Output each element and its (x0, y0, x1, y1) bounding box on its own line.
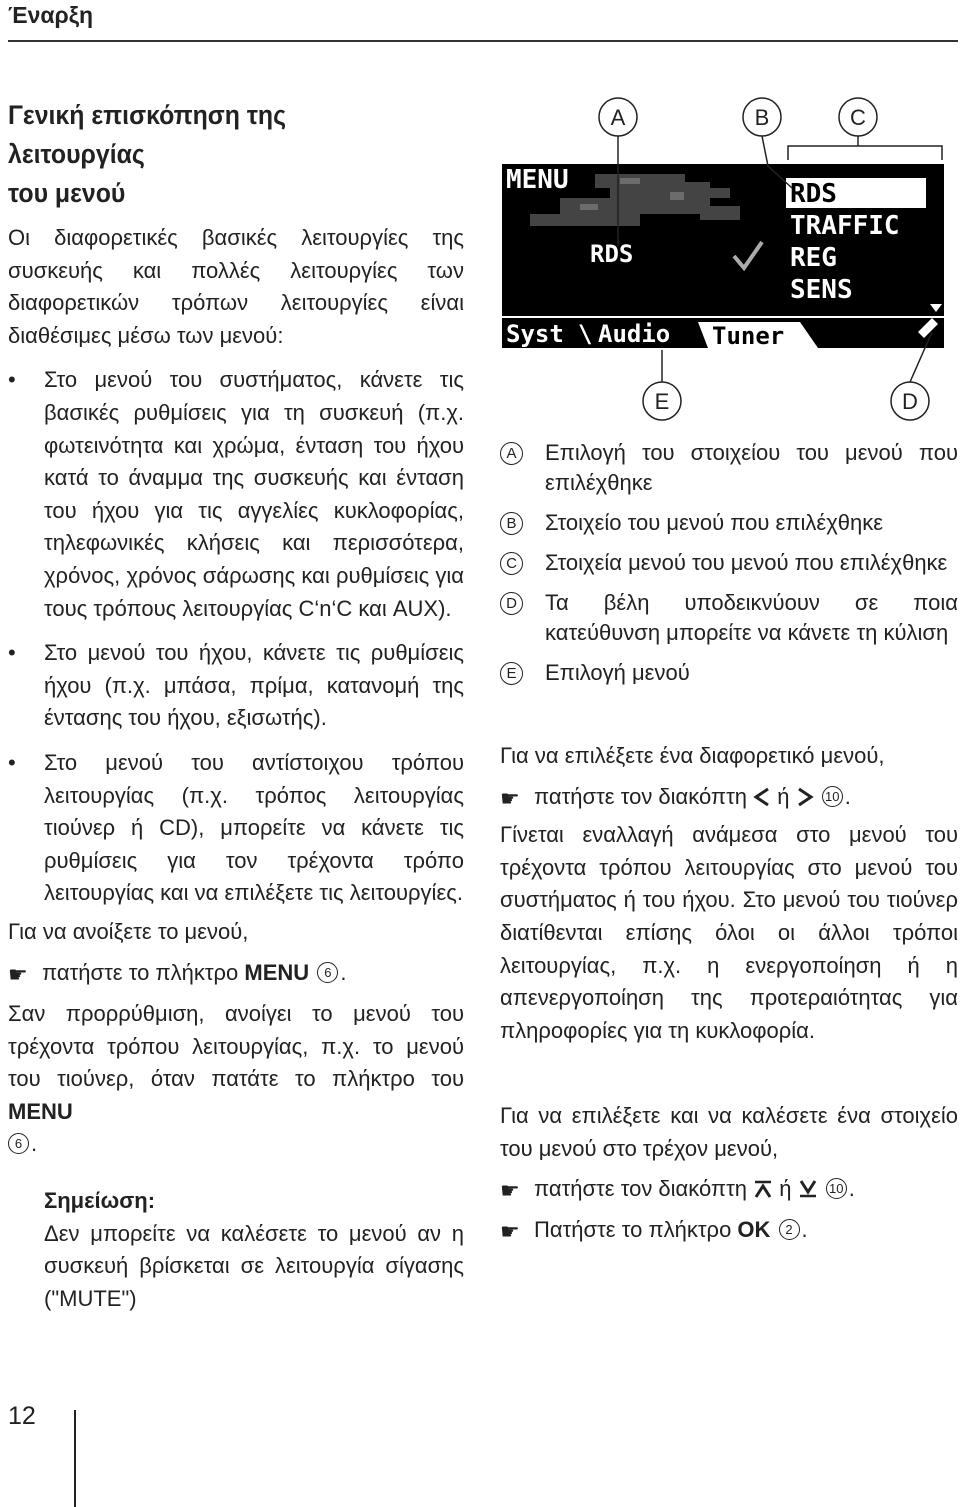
note-title: Σημείωση: (44, 1188, 156, 1214)
bullet-text: Στο μενού του αντίστοιχου τρόπου λειτουργίας (π.χ. τρόπος λειτουργίας τιούνερ ή CD), μπορείτε να κάνετε τις ρυθμίσεις για τον τρέχοντα τρόπο λειτουργίας και να επιλέξετε τις λειτουργίες. (44, 749, 464, 906)
callout-c-bracket (788, 146, 942, 160)
display-list-item: TRAFFIC (790, 211, 900, 241)
figure-legend (500, 438, 958, 698)
chevron-up-icon (753, 1179, 773, 1199)
left-column (8, 96, 464, 1315)
bullet-dot: • (8, 640, 16, 666)
callout-c-label: C (850, 105, 866, 130)
legend-item (500, 658, 958, 688)
key-number-badge: 10 (826, 1178, 847, 1199)
menu-key-label: MENU (244, 960, 310, 986)
note-block (8, 1185, 464, 1315)
legend-text: Στοιχείο του μενού που επιλέχθηκε (545, 510, 884, 535)
page-number: 12 (8, 1402, 36, 1430)
display-tab-tuner: Tuner (712, 322, 785, 350)
chevron-right-icon (796, 787, 814, 807)
legend-item (500, 508, 958, 538)
legend-item (500, 438, 958, 498)
display-tab-audio: Audio (598, 320, 671, 348)
or-text: ή (777, 783, 790, 809)
callout-a-label: A (610, 105, 626, 130)
bullet-item (8, 637, 464, 735)
select-item-section (500, 1100, 958, 1246)
step-press-switch-updown: ☛ πατήστε τον διακόπτη ή 10 . (500, 1173, 958, 1206)
key-number-badge: 2 (779, 1219, 800, 1240)
legend-text: Στοιχεία μενού του μενού που επιλέχθηκε (545, 550, 948, 575)
legend-item (500, 548, 958, 578)
page-heading (8, 96, 428, 213)
bullet-item (8, 747, 464, 910)
legend-letter: C (500, 552, 523, 575)
legend-item (500, 588, 958, 648)
display-title: MENU (506, 165, 569, 195)
display-list-item: RDS (790, 179, 837, 209)
preset-key-label: MENU (8, 1098, 73, 1124)
bullet-text: Στο μενού του συστήματος, κάνετε τις βασικές ρυθμίσεις για τη συσκευή (π.χ. φωτεινότητα και χρώμα, ένταση του ήχου κατά το άναμμα της συσκευής και ένταση του ήχου για τις αγγελίες κυκλοφορίας, τηλεφωνικές κλήσεις και περισσότερα, χρόνος, χρόνος σάρωσης και ρυθμίσεις για τους τρόπους λειτουργίας C‘n‘C και AUX). (44, 367, 464, 621)
bullet-dot: • (8, 749, 16, 775)
key-number-badge: 6 (8, 1133, 29, 1154)
bullet-item (8, 364, 464, 625)
callout-d-label: D (902, 389, 918, 414)
ok-key-label: OK (737, 1216, 771, 1242)
header-rule (8, 40, 958, 42)
callout-e-label: E (654, 389, 670, 414)
legend-text: Επιλογή μενού (545, 660, 690, 685)
key-number-badge: 6 (317, 962, 338, 983)
select-menu-section (500, 740, 958, 1047)
select-item-text: Για να επιλέξετε και να καλέσετε ένα στοιχείο του μενού στο τρέχον μενού, (500, 1103, 958, 1161)
preset-paragraph: Σαν προρρύθμιση, ανοίγει το μενού του τρέχοντα τρόπου λειτουργίας, π.χ. το μενού του τιούνερ, όταν πατάτε το πλήκτρο του MENU 6 . (8, 1001, 464, 1157)
callout-b-label: B (754, 105, 770, 130)
note-text: Δεν μπορείτε να καλέσετε το μενού αν η συσκευή βρίσκεται σε λειτουργία σίγασης ("MUTE") (44, 1220, 464, 1311)
key-number-badge: 10 (822, 786, 843, 807)
heading-line-2: του μενού (8, 178, 126, 208)
menu-display-figure (500, 96, 958, 426)
page-number-divider (74, 1410, 76, 1507)
preset-text: Σαν προρρύθμιση, ανοίγει το μενού του τρέχοντα τρόπου λειτουργίας, π.χ. το μενού του τιούνερ, όταν πατάτε το πλήκτρο του (8, 1001, 464, 1092)
pointing-hand-icon: ☛ (8, 962, 28, 988)
pointing-hand-icon: ☛ (500, 1218, 520, 1244)
section-title: Έναρξη (8, 2, 94, 28)
bullet-text: Στο μενού του ήχου, κάνετε τις ρυθμίσεις ήχου (π.χ. μπάσα, πρίμα, κατανομή της έντασης του ήχου, εξισωτής). (44, 640, 464, 731)
legend-letter: A (500, 442, 523, 465)
display-tab-syst: Syst (506, 320, 564, 348)
display-list-item: REG (790, 243, 837, 273)
bullet-dot: • (8, 367, 16, 393)
chevron-left-icon (753, 787, 771, 807)
intro-paragraph: Οι διαφορετικές βασικές λειτουργίες της συσκευής και πολλές λειτουργίες των διαφορετικών τρόπων λειτουργίες είναι διαθέσιμες μέσω των μενού: (8, 225, 464, 348)
chevron-down-icon (798, 1179, 818, 1199)
legend-text: Επιλογή του στοιχείου του μενού που επιλέχθηκε (545, 440, 958, 495)
step-press-ok: ☛ Πατήστε το πλήκτρο OK 2 . (500, 1214, 958, 1247)
step-text: πατήστε τον διακόπτη (534, 1176, 754, 1202)
step-press-switch: ☛ πατήστε τον διακόπτη ή 10 . (500, 781, 958, 814)
legend-letter: D (500, 592, 523, 615)
or-text: ή (779, 1176, 792, 1202)
open-menu-text: Για να ανοίξετε το μενού, (8, 918, 249, 944)
display-list-item: SENS (790, 275, 853, 305)
step-press-menu: ☛ πατήστε το πλήκτρο MENU 6 . (8, 957, 464, 990)
pointing-hand-icon: ☛ (500, 785, 520, 811)
select-other-text: Για να επιλέξετε ένα διαφορετικό μενού, (500, 743, 885, 768)
tab-separator: \ (578, 320, 593, 348)
switch-description: Γίνεται εναλλαγή ανάμεσα στο μενού του τρέχοντα τρόπου λειτουργίας στο μενού του συστήματος ή του ήχου. Στο μενού του τιούνερ διατίθενται επίσης όλοι οι άλλοι τρόποι λειτουργίας, π.χ. η ενεργοποίηση ή η απενεργοποίηση της προτεραιότητας για πληροφορίες για τη κυκλοφορία. (500, 822, 958, 1043)
step-text: πατήστε το πλήκτρο (42, 960, 245, 986)
heading-line-1: Γενική επισκόπηση της λειτουργίας (8, 100, 287, 169)
step-text: πατήστε τον διακόπτη (534, 783, 754, 809)
legend-letter: E (500, 662, 523, 685)
pointing-hand-icon: ☛ (500, 1178, 520, 1204)
legend-letter: B (500, 512, 523, 535)
step-text: Πατήστε το πλήκτρο (534, 1216, 738, 1242)
legend-text: Τα βέλη υποδεικνύουν σε ποια κατεύθυνση μπορείτε να κάνετε τη κύλιση (545, 590, 958, 645)
display-left-item: RDS (590, 240, 634, 268)
